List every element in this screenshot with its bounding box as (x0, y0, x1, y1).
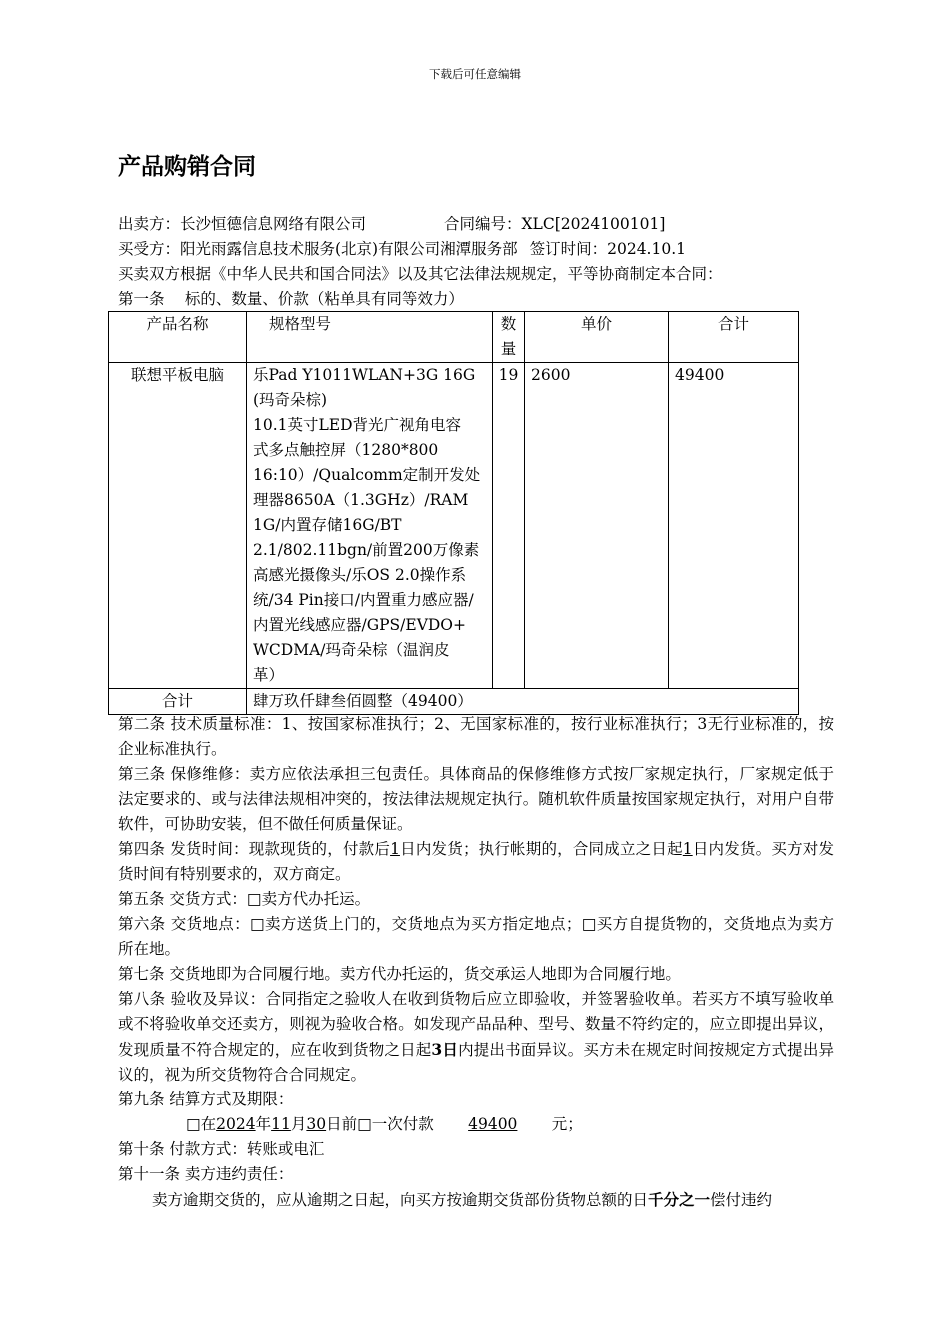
spec-line: 理器8650A（1.3GHz）/RAM (253, 491, 469, 509)
article-8-part: 内提出书面异议。买方未在规定时间按规定方式提出异议的，视为所交货物符合合同规定。 (118, 1041, 834, 1084)
product-table (108, 311, 799, 715)
article-8-part: 第八条 验收及异议：合同指定之验收人在收到货物后应立即验收，并签署验收单。若买方不填写验收单或不将验收单交还卖方，则视为验收合格。如发现产品品种、型号、数量不符约定的，应立即提出异议，发现质量不符合规定的，应在收到货物之日起 (118, 990, 834, 1059)
sum-value: 肆万玖仟肆叁佰圆整（49400） (247, 689, 799, 715)
article-10: 第十条 付款方式：转账或电汇 (118, 1140, 325, 1158)
article-1-title: 第一条 标的、数量、价款（粘单具有同等效力） (118, 290, 464, 308)
spec-line: 革） (253, 666, 285, 684)
ship-days-credit: 1 (682, 840, 693, 858)
spec-line: 统/34 Pin接口/内置重力感应器/ (253, 591, 474, 609)
spec-line: 2.1/802.11bgn/前置200万像素 (253, 541, 480, 559)
payment-month: 11 (271, 1115, 291, 1133)
month-unit: 月 (290, 1115, 307, 1133)
ship-days-paid: 1 (390, 840, 400, 858)
page-title: 产品购销合同 (118, 154, 256, 180)
payment-amount: 49400 (468, 1115, 518, 1133)
seller: 出卖方：长沙恒德信息网络有限公司 (118, 215, 367, 233)
header-product-name: 产品名称 (109, 312, 247, 363)
article-11-title: 第十一条 卖方违约责任： (118, 1165, 294, 1183)
contract-number: 合同编号：XLC[2024100101] (444, 215, 666, 233)
header-qty: 数量 (493, 312, 525, 363)
seller-line (118, 212, 665, 237)
spec-line: 1G/内置存储16G/BT (253, 516, 402, 534)
article-5: 第五条 交货方式：□卖方代办托运。 (118, 890, 371, 908)
article-4 (118, 837, 834, 887)
article-9-title: 第九条 结算方式及期限： (118, 1090, 294, 1108)
product-spec (247, 363, 493, 689)
article-2: 第二条 技术质量标准：1、按国家标准执行；2、无国家标准的，按行业标准执行；3无行业标准的，按企业标准执行。 (118, 715, 834, 758)
spec-line: 内置光线感应器/GPS/EVDO+ (253, 616, 467, 634)
header-price: 单价 (525, 312, 669, 363)
article-8 (118, 987, 834, 1088)
payment-mid: 日前□一次付款 (326, 1115, 434, 1133)
table-header-row (109, 312, 799, 363)
article-4-part: 第四条 发货时间：现款现货的，付款后 (118, 840, 391, 858)
table-row (109, 363, 799, 689)
payment-year: 2024 (216, 1115, 256, 1133)
spec-line: 高感光摄像头/乐OS 2.0操作系 (253, 566, 467, 584)
product-total: 49400 (669, 363, 799, 689)
payment-suffix: 元； (551, 1115, 583, 1133)
product-qty: 19 (493, 363, 525, 689)
article-11-text (152, 1187, 772, 1213)
article-11-part: 偿付违约 (710, 1191, 773, 1209)
table-sum-row (109, 689, 799, 715)
article-3: 第三条 保修维修：卖方应依法承担三包责任。具体商品的保修维修方式按厂家规定执行，厂家规定低于法定要求的、或与法律法规相冲突的，按法律法规规定执行。随机软件质量按国家规定执行，对用户自带软件，可协助安装，但不做任何质量保证。 (118, 765, 834, 833)
buyer: 买受方：阳光雨露信息技术服务(北京)有限公司湘潭服务部 (118, 240, 518, 258)
page-header-note: 下载后可任意编辑 (429, 67, 521, 81)
objection-days: 3日 (431, 1040, 459, 1059)
sign-time: 签订时间：2024.10.1 (529, 240, 686, 258)
article-4-part: 日内发货。买方对发货时间有特别要求的，双方商定。 (118, 840, 834, 883)
buyer-line (118, 237, 686, 262)
payment-day: 30 (306, 1115, 327, 1133)
article-6: 第六条 交货地点：□卖方送货上门的，交货地点为买方指定地点；□买方自提货物的，交货地点为卖方所在地。 (118, 915, 834, 958)
article-7: 第七条 交货地即为合同履行地。卖方代办托运的，货交承运人地即为合同履行地。 (118, 965, 681, 983)
spec-line: 10.1英寸LED背光广视角电容 (253, 416, 462, 434)
penalty-rate: 千分之一 (648, 1190, 711, 1209)
year-unit: 年 (255, 1115, 272, 1133)
payment-prefix: □在 (186, 1115, 217, 1133)
product-price: 2600 (525, 363, 669, 689)
spec-line: (玛奇朵棕) (253, 391, 328, 409)
sum-label: 合计 (109, 689, 247, 715)
header-total: 合计 (669, 312, 799, 363)
header-spec: 规格型号 (247, 312, 493, 363)
product-name: 联想平板电脑 (109, 363, 247, 689)
article-11-part: 卖方逾期交货的，应从逾期之日起，向买方按逾期交货部份货物总额的日 (152, 1191, 649, 1209)
intro: 买卖双方根据《中华人民共和国合同法》以及其它法律法规规定，平等协商制定本合同： (118, 265, 723, 283)
article-9-payment-line (186, 1112, 583, 1137)
spec-line: WCDMA/玛奇朵棕（温润皮 (253, 641, 450, 659)
article-4-part: 日内发货；执行帐期的，合同成立之日起 (399, 840, 683, 858)
spec-line: 16:10）/Qualcomm定制开发处 (253, 466, 481, 484)
spec-line: 乐Pad Y1011WLAN+3G 16G (253, 366, 476, 384)
spec-line: 式多点触控屏（1280*800 (253, 441, 439, 459)
